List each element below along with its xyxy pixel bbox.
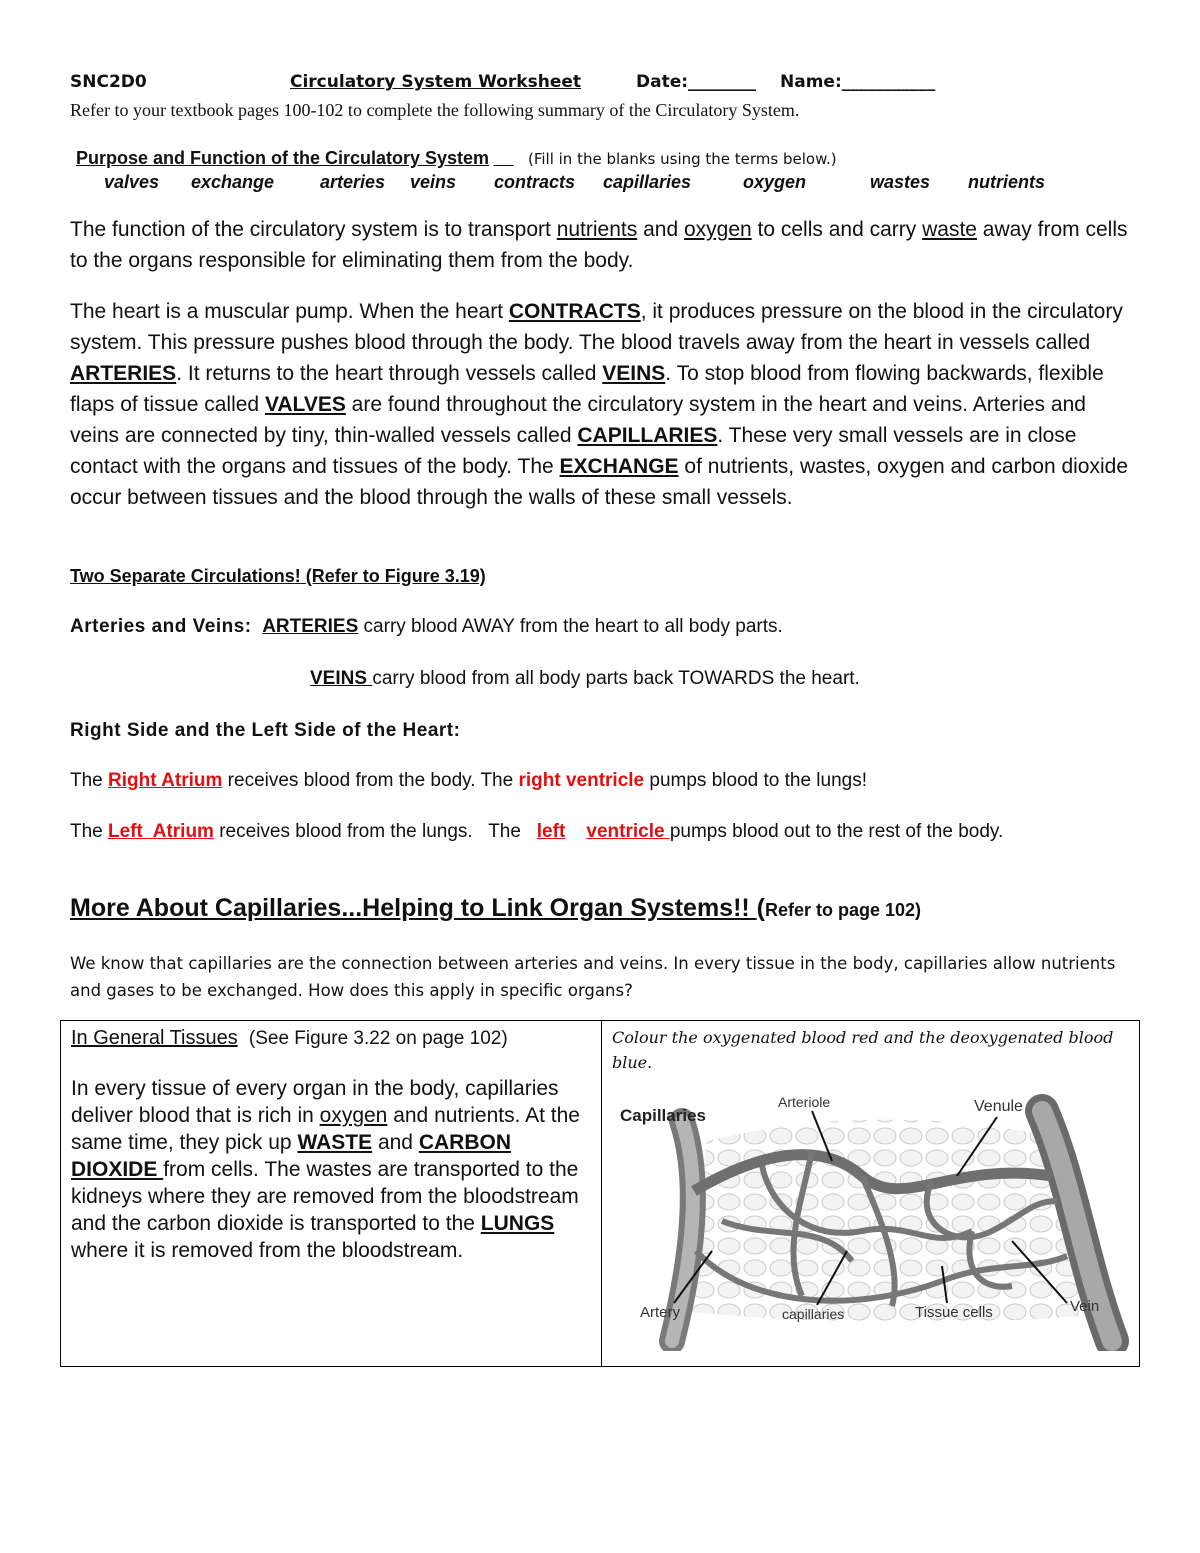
answer: Atrium <box>152 821 214 842</box>
term: veins <box>410 172 457 192</box>
answer: VALVES <box>264 393 346 416</box>
worksheet-title: Circulatory System Worksheet <box>290 72 582 92</box>
page-ref: Refer to page 102) <box>765 900 922 920</box>
two-circulations-heading: Two Separate Circulations! (Refer to Figure 3.19) <box>70 566 486 586</box>
term-bank <box>70 172 1150 196</box>
term: valves <box>104 172 160 192</box>
purpose-title: Purpose and Function of the Circulatory System <box>76 148 490 168</box>
answer: oxygen <box>683 218 752 241</box>
general-tissues-heading: In General Tissues (See Figure 3.22 on page 102) <box>71 1027 508 1049</box>
name-field: Name:___________ <box>780 72 936 92</box>
purpose-hint: (Fill in the blanks using the terms below.) <box>527 150 837 168</box>
veins-line: VEINS carry blood from all body parts back TOWARDS the heart. <box>310 668 860 689</box>
label-venule: Venule <box>974 1098 1023 1115</box>
sides-heading: Right Side and the Left Side of the Heart: <box>70 720 461 741</box>
term: contracts <box>494 172 576 192</box>
answer: right ventricle <box>518 770 645 791</box>
capillaries-heading: More About Capillaries...Helping to Link Organ Systems!! (Refer to page 102) <box>70 894 922 922</box>
answer: LUNGS <box>480 1212 555 1235</box>
term: capillaries <box>603 172 692 192</box>
answer: ARTERIES <box>70 362 177 385</box>
term: wastes <box>870 172 931 192</box>
purpose-heading <box>76 148 837 169</box>
label-arteriole: Arteriole <box>778 1094 831 1110</box>
general-tissues-cell <box>61 1021 602 1366</box>
colour-instruction: Colour the oxygenated blood red and the deoxygenated blood blue. <box>612 1028 1114 1072</box>
label-vein: Vein <box>1070 1298 1100 1315</box>
answer: VEINS <box>602 362 666 385</box>
label-tissue-cells: Tissue cells <box>915 1304 993 1321</box>
diagram-title: Capillaries <box>620 1106 706 1125</box>
arteries-line: Arteries and Veins: ARTERIES carry blood AWAY from the heart to all body parts. <box>70 616 783 637</box>
heart-paragraph: The heart is a muscular pump. When the heart CONTRACTS, it produces pressure on the blood in the circulatory system. This pressure pushes blood through the body. The blood travels away from the heart in vessels called ARTERIES. It returns to the heart through vessels called VEINS. To stop blood from flowing backwards, flexible flaps of tissue called VALVES are found throughout the circulatory system in the heart and veins. Arteries and veins are connected by tiny, thin-walled vessels called CAPILLARIES. These very small vessels are in close contact with the organs and tissues of the body. The EXCHANGE of nutrients, wastes, oxygen and carbon dioxide occur between tissues and the blood through the walls of these small vessels. <box>70 300 1129 509</box>
capillaries-title: More About Capillaries...Helping to Link Organ Systems!! <box>70 894 757 922</box>
label-artery: Artery <box>640 1304 681 1321</box>
term: arteries <box>320 172 386 192</box>
left-side-line: The Left Atrium receives blood from the lungs. The left ventricle pumps blood out to the rest of the body. <box>70 821 1004 842</box>
answer: Right <box>108 770 162 791</box>
course-code: SNC2D0 <box>70 72 147 92</box>
answer: ARTERIES <box>262 616 359 637</box>
term: oxygen <box>743 172 807 192</box>
term: nutrients <box>968 172 1046 192</box>
date-field: Date:________ <box>636 72 757 92</box>
label-capillaries: capillaries <box>782 1306 845 1322</box>
capillaries-diagram <box>612 1081 1132 1351</box>
worksheet-header <box>70 72 1150 100</box>
answer: CONTRACTS <box>508 300 641 323</box>
intro-text: Refer to your textbook pages 100-102 to complete the following summary of the Circulatory System. <box>70 100 800 120</box>
answer: VEINS <box>310 668 373 689</box>
general-tissues-text: In every tissue of every organ in the body, capillaries deliver blood that is rich in oxygen and nutrients. At the same time, they pick up WASTE and CARBON DIOXIDE from cells. The wastes are transported to the kidneys where they are removed from the bloodstream and the carbon dioxide is transported to the LUNGS where it is removed from the bloodstream. <box>71 1077 580 1262</box>
answer: ventricle <box>586 821 670 842</box>
answer: DIOXIDE <box>71 1158 164 1181</box>
term: exchange <box>191 172 275 192</box>
answer: CAPILLARIES <box>577 424 718 447</box>
answer: left <box>536 821 566 842</box>
answer: waste <box>922 218 977 241</box>
answer: Atrium <box>161 770 223 791</box>
capillaries-intro: We know that capillaries are the connection between arteries and veins. In every tissue in the body, capillaries allow nutrients and gases to be exchanged. How does this apply in specific organs? <box>70 954 1116 1000</box>
organ-table <box>60 1020 1140 1367</box>
function-paragraph: The function of the circulatory system is to transport nutrients and oxygen to cells and carry waste away from cells to the organs responsible for eliminating them from the body. <box>70 218 1128 272</box>
answer: CARBON <box>418 1131 511 1154</box>
arteries-veins-label: Arteries and Veins: <box>70 616 252 637</box>
answer: WASTE <box>297 1131 373 1154</box>
answer: oxygen <box>319 1104 388 1127</box>
answer: nutrients <box>556 218 638 241</box>
answer: Left <box>108 821 153 842</box>
answer: EXCHANGE <box>559 455 679 478</box>
diagram-cell <box>602 1021 1139 1366</box>
right-side-line: The Right Atrium receives blood from the body. The right ventricle pumps blood to the lungs! <box>70 770 867 791</box>
